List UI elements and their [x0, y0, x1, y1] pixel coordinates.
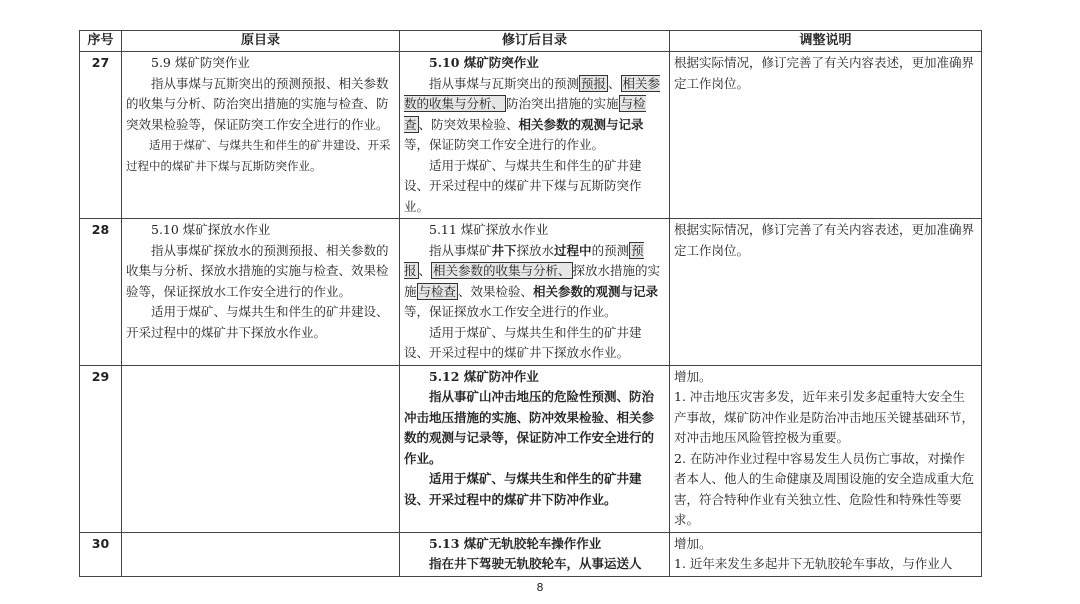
table-row	[80, 219, 982, 366]
note-cell	[670, 365, 982, 532]
revised-text: 等，保证探放水工作安全进行的作业。	[404, 304, 617, 319]
note-cell	[670, 532, 982, 576]
header-revised-catalog: 修订后目录	[400, 31, 670, 52]
note-cell	[670, 52, 982, 219]
note-head: 增加。	[674, 368, 712, 384]
original-body: 指从事煤与瓦斯突出的预测预报、相关参数的收集与分析、防治突出措施的实施与检查、防突效果检验等，保证防突工作安全进行的作业。	[126, 75, 389, 132]
revised-text: 防治突出措施的实施	[506, 96, 619, 111]
revised-title-text: 5.11 煤矿探放水作业	[429, 222, 549, 237]
revised-cell	[400, 532, 670, 576]
revised-text: 的预测	[591, 242, 630, 258]
note-item: 2. 在防冲作业过程中容易发生人员伤亡事故，对操作者本人、他人的生命健康及周围设施的安全造成重大危害，符合特种作业有关独立性、危险性和特殊性等要求。	[674, 450, 975, 527]
revised-scope: 适用于煤矿、与煤共生和伴生的矿井建设、开采过程中的煤矿井下探放水作业。	[404, 324, 642, 360]
revised-body	[404, 241, 665, 323]
table-header-row	[80, 31, 982, 52]
revised-cell	[400, 52, 670, 219]
revised-bold-text: 井下	[491, 242, 517, 258]
note-head: 增加。	[674, 535, 712, 551]
revised-bold-text: 相关参数的观测与记录	[518, 116, 644, 132]
revised-title: 5.12 煤矿防冲作业	[429, 368, 539, 384]
revised-title	[404, 220, 665, 241]
note-item: 1. 冲击地压灾害多发，近年来引发多起重特大安全生产事故，煤矿防冲作业是防治冲击地压关键基础环节，对冲击地压风险管控极为重要。	[674, 389, 975, 445]
adjustment-note: 根据实际情况，修订完善了有关内容表述，更加准确界定工作岗位。	[674, 55, 975, 91]
original-body: 指从事煤矿探放水的预测预报、相关参数的收集与分析、探放水措施的实施与检查、效果检验等，保证探放水工作安全进行的作业。	[126, 242, 389, 299]
note-cell	[670, 219, 982, 366]
original-cell-empty	[122, 532, 400, 576]
revised-text: 等，保证防突工作安全进行的作业。	[404, 137, 605, 152]
revised-text: 探放水	[516, 242, 555, 258]
original-scope: 适用于煤矿、与煤共生和伴生的矿井建设、开采过程中的煤矿井下探放水作业。	[126, 304, 389, 340]
revised-bold-text: 过程中	[554, 242, 592, 258]
revised-text: 、防突效果检验、	[418, 116, 519, 132]
row-number: 30	[80, 532, 122, 576]
revised-cell	[400, 219, 670, 366]
header-adjustment-note: 调整说明	[670, 31, 982, 52]
revised-text: 指从事煤矿	[429, 242, 492, 258]
revised-body: 指从事矿山冲击地压的危险性预测、防治冲击地压措施的实施、防冲效果检验、相关参数的观测与记录等，保证防冲工作安全进行的作业。	[404, 389, 655, 466]
original-title: 5.9 煤矿防突作业	[151, 55, 250, 70]
adjustment-note: 根据实际情况，修订完善了有关内容表述，更加准确界定工作岗位。	[674, 222, 975, 258]
revised-bold-text: 相关参数的观测与记录	[533, 283, 659, 299]
original-cell-empty	[122, 365, 400, 532]
revised-title: 5.13 煤矿无轨胶轮车操作作业	[429, 535, 602, 551]
table-row	[80, 532, 982, 576]
header-original-catalog: 原目录	[122, 31, 400, 52]
page-number: 8	[536, 581, 544, 594]
revised-text: 、	[418, 263, 432, 278]
revised-text: 探放水措施的实施	[404, 263, 661, 299]
revised-scope: 适用于煤矿、与煤共生和伴生的矿井建设、开采过程中的煤矿井下煤与瓦斯防突作业。	[404, 157, 642, 214]
header-seq: 序号	[80, 31, 122, 52]
original-cell	[122, 52, 400, 219]
highlight-box: 相关参数的收集与分析、	[404, 75, 661, 111]
revised-body: 指在井下驾驶无轨胶轮车，从事运送人	[429, 556, 642, 571]
revised-text: 、效果检验、	[458, 283, 534, 299]
catalog-revision-table	[79, 30, 982, 577]
row-number: 27	[80, 52, 122, 219]
row-number: 29	[80, 365, 122, 532]
highlight-box: 预报	[581, 75, 607, 91]
highlight-box: 与检查	[404, 96, 646, 132]
row-number: 28	[80, 219, 122, 366]
original-scope: 适用于煤矿、与煤共生和伴生的矿井建设、开采过程中的煤矿井下煤与瓦斯防突作业。	[126, 138, 391, 173]
revised-title	[404, 53, 665, 74]
table-row	[80, 52, 982, 219]
original-cell	[122, 219, 400, 366]
revised-cell	[400, 365, 670, 532]
original-title: 5.10 煤矿探放水作业	[151, 222, 271, 237]
note-item: 1. 近年来发生多起井下无轨胶轮车事故，与作业人	[674, 556, 953, 571]
highlight-box: 预报	[404, 242, 644, 278]
revised-title-text: 5.10 煤矿防突作业	[429, 55, 539, 70]
revised-text: 、	[608, 75, 621, 91]
table-row	[80, 365, 982, 532]
revised-body	[404, 74, 665, 156]
revised-text: 指从事煤与瓦斯突出的预测	[429, 75, 580, 91]
revised-scope: 适用于煤矿、与煤共生和伴生的矿井建设、开采过程中的煤矿井下防冲作业。	[404, 471, 642, 507]
highlight-box: 相关参数的收集与分析、	[433, 263, 571, 278]
highlight-box: 与检查	[418, 283, 457, 299]
